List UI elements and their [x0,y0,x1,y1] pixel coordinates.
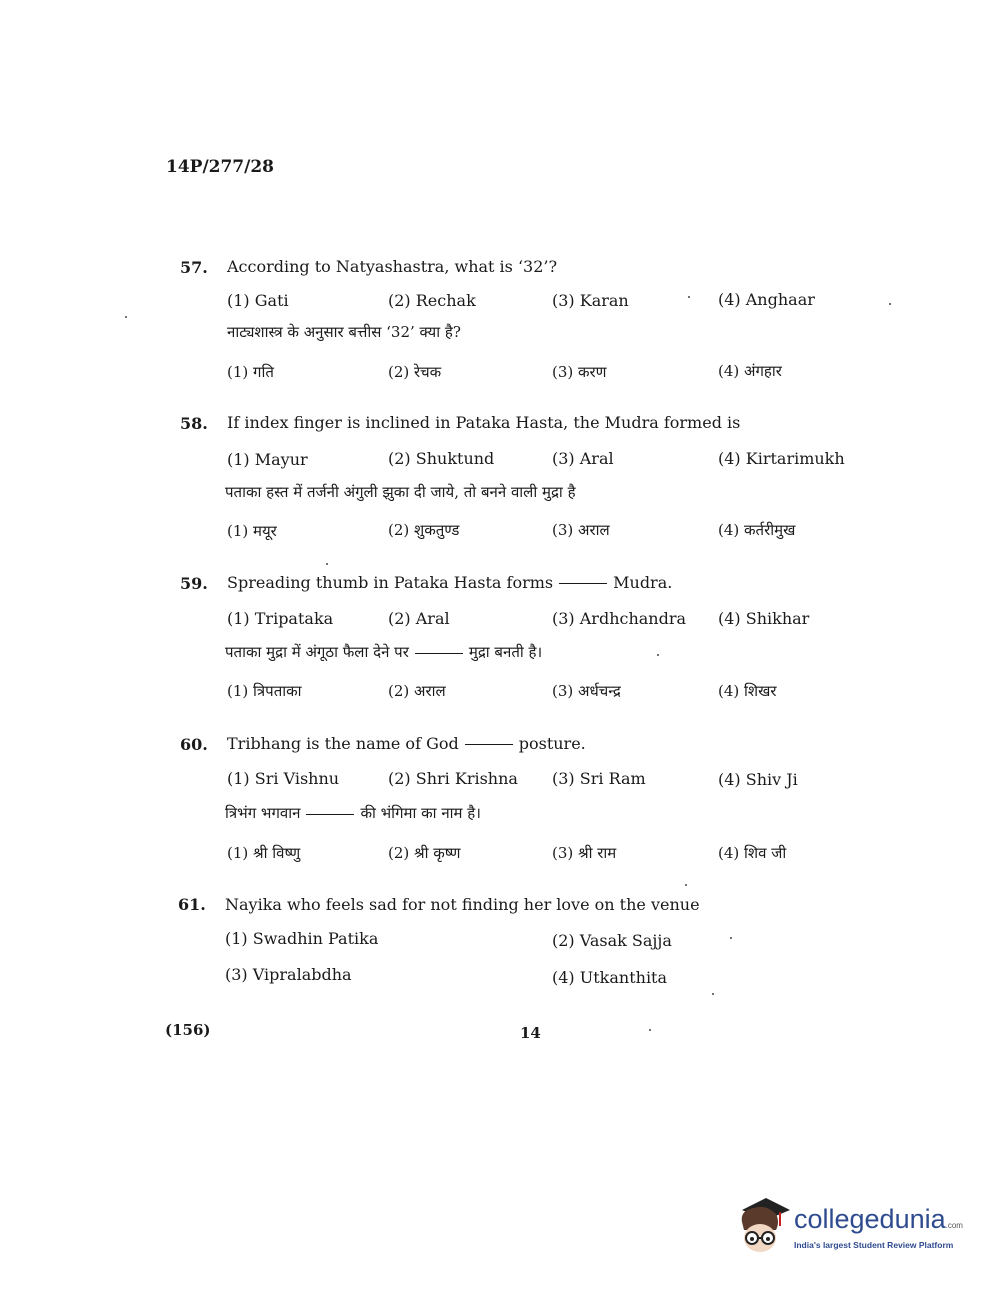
question-59-hindi [225,642,542,662]
q59-option-3-en: (3) Ardhchandra [552,609,687,628]
question-60-english-part-1: Tribhang is the name of God [227,734,459,753]
q58-option-3-hi: (3) अराल [552,521,610,539]
scan-speck [326,563,328,565]
q57-option-4-en: (4) Anghaar [718,290,815,309]
q59-option-2-hi: (2) अराल [388,682,446,700]
scan-speck [685,884,687,886]
q58-option-1-en: (1) Mayur [227,450,308,469]
q59-option-4-hi: (4) शिखर [718,682,777,700]
q59-option-2-en: (2) Aral [388,609,450,628]
question-number-57: 57. [180,258,208,277]
question-59-english-part-1: Spreading thumb in Pataka Hasta forms [227,573,554,592]
question-59-hindi-part-2: मुद्रा बनती है। [468,643,543,661]
question-57-english: According to Natyashastra, what is ‘32’? [227,257,558,276]
question-number-59: 59. [180,574,208,593]
scan-speck [657,654,659,656]
q60-option-3-en: (3) Sri Ram [552,769,646,788]
question-60-hindi-part-1: त्रिभंग भगवान [225,804,301,822]
q57-option-3-en: (3) Karan [552,291,629,310]
q61-option-3-en: (3) Vipralabdha [225,965,352,984]
q58-option-4-hi: (4) कर्तरीमुख [718,521,796,539]
q61-option-1-en: (1) Swadhin Patika [225,929,379,948]
q61-option-2-en: (2) Vasak Sajja [552,931,672,950]
answer-blank [415,653,463,654]
question-59-english [227,573,672,592]
q58-option-2-en: (2) Shuktund [388,449,495,468]
question-57-hindi: नाट्यशास्त्र के अनुसार बत्तीस ‘32’ क्या है? [227,323,461,341]
logo-name: collegedunia [794,1204,946,1234]
question-60-hindi [225,803,481,823]
q58-option-1-hi: (1) मयूर [227,522,277,540]
q60-option-4-en: (4) Shiv Ji [718,770,798,789]
question-number-60: 60. [180,735,208,754]
q57-option-1-en: (1) Gati [227,291,289,310]
question-number-61: 61. [178,895,206,914]
scan-speck [125,316,127,318]
q58-option-4-en: (4) Kirtarimukh [718,449,845,468]
logo-tagline: India's largest Student Review Platform [794,1240,954,1250]
answer-blank [559,583,607,584]
question-60-english-part-2: posture. [518,734,586,753]
q59-option-4-en: (4) Shikhar [718,609,810,628]
question-58-hindi: पताका हस्त में तर्जनी अंगुली झुका दी जाये, तो बनने वाली मुद्रा है [225,483,576,501]
q57-option-1-hi: (1) गति [227,363,274,381]
scan-speck [730,937,732,939]
q60-option-3-hi: (3) श्री राम [552,844,617,862]
scan-speck [889,303,891,305]
q60-option-1-en: (1) Sri Vishnu [227,769,340,788]
q59-option-1-en: (1) Tripataka [227,609,334,628]
question-59-hindi-part-1: पताका मुद्रा में अंगूठा फैला देने पर [225,643,409,661]
scan-speck [688,296,690,298]
logo-wordmark [794,1204,963,1235]
paper-code: 14P/277/28 [166,157,275,177]
q61-option-4-en: (4) Utkanthita [552,968,668,987]
q57-option-2-en: (2) Rechak [388,291,476,310]
q60-option-2-en: (2) Shri Krishna [388,769,518,788]
question-number-58: 58. [180,414,208,433]
q58-option-3-en: (3) Aral [552,449,614,468]
q60-option-2-hi: (2) श्री कृष्ण [388,844,461,862]
question-60-hindi-part-2: की भंगिमा का नाम है। [360,804,481,822]
question-60-english [227,734,586,753]
q60-option-4-hi: (4) शिव जी [718,844,787,862]
scan-speck [649,1029,651,1031]
answer-blank [306,814,354,815]
mascot-icon [736,1196,790,1256]
q59-option-1-hi: (1) त्रिपताका [227,682,302,700]
scan-speck [712,993,714,995]
answer-blank [465,744,513,745]
q57-option-3-hi: (3) करण [552,363,607,381]
q57-option-4-hi: (4) अंगहार [718,362,782,380]
q59-option-3-hi: (3) अर्धचन्द्र [552,682,621,700]
logo-suffix: .com [945,1221,963,1230]
q58-option-2-hi: (2) शुकतुण्ड [388,521,460,539]
collegedunia-logo [736,1196,961,1260]
q57-option-2-hi: (2) रेचक [388,363,442,381]
question-61-english: Nayika who feels sad for not finding her love on the venue [225,895,700,914]
question-58-english: If index finger is inclined in Pataka Hasta, the Mudra formed is [227,413,741,432]
question-59-english-part-2: Mudra. [613,573,673,592]
page-number: 14 [520,1024,541,1042]
q60-option-1-hi: (1) श्री विष्णु [227,844,301,862]
set-code: (156) [165,1021,211,1039]
